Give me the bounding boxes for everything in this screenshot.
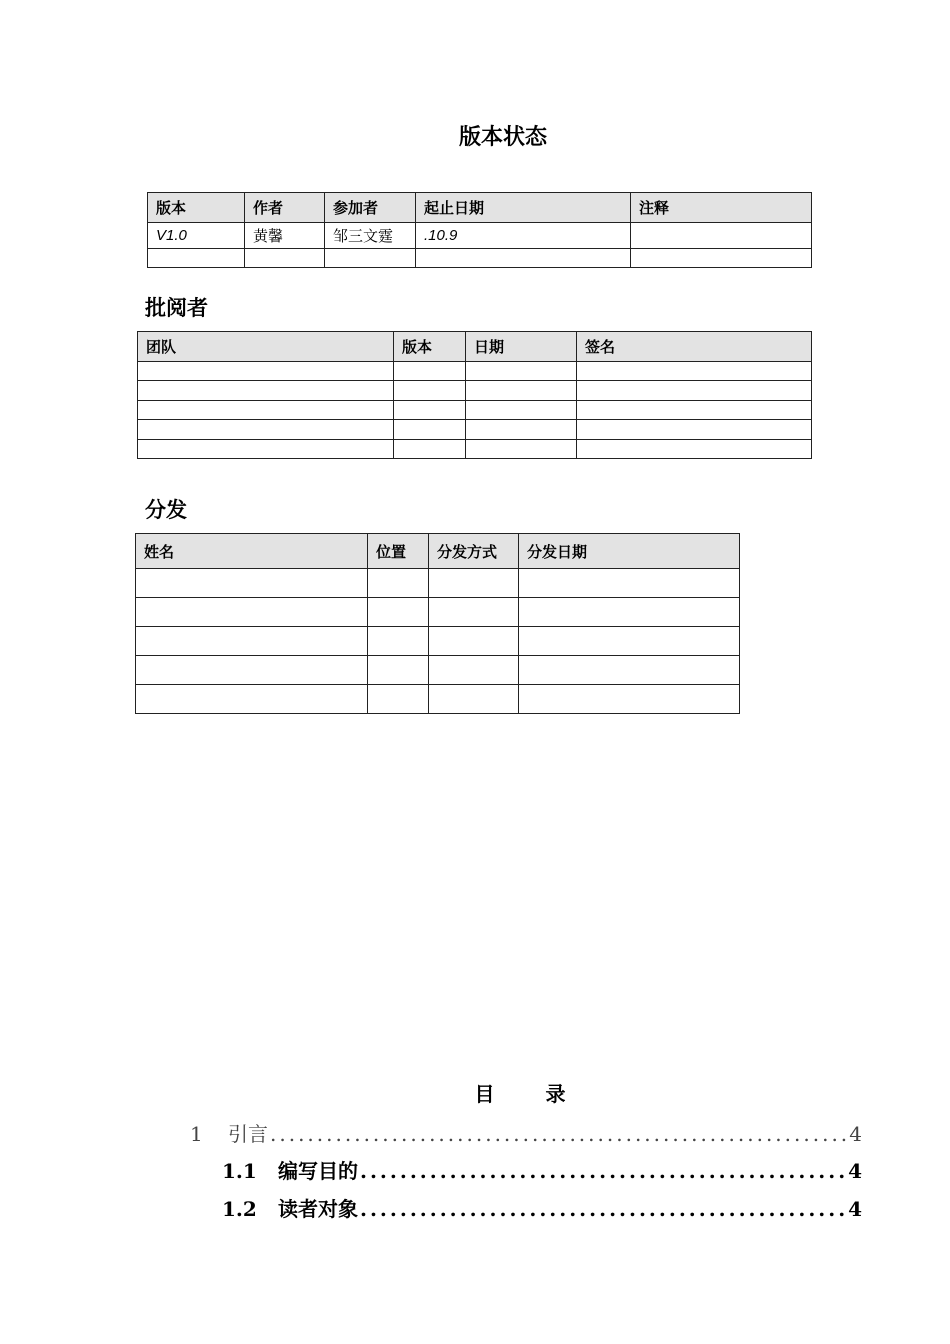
table-cell xyxy=(138,440,394,459)
table-row xyxy=(138,362,812,381)
table-cell xyxy=(138,401,394,420)
table-cell xyxy=(136,627,368,656)
toc-title: 目 录 xyxy=(474,1082,588,1106)
distribution-table xyxy=(135,533,740,714)
distribution-heading: 分发 xyxy=(145,498,187,522)
column-header: 作者 xyxy=(245,193,325,223)
toc-entry-page: 4 xyxy=(848,1159,862,1183)
table-cell xyxy=(416,249,631,268)
table-cell xyxy=(519,627,740,656)
column-header: 版本 xyxy=(394,332,466,362)
table-cell: .10.9 xyxy=(416,223,631,249)
toc-entry-label: 读者对象 xyxy=(278,1197,358,1221)
column-header: 注释 xyxy=(631,193,812,223)
toc-entry-label: 引言 xyxy=(228,1122,268,1146)
column-header: 姓名 xyxy=(136,534,368,569)
column-header: 版本 xyxy=(148,193,245,223)
table-cell xyxy=(429,627,519,656)
table-cell xyxy=(368,569,429,598)
table-row xyxy=(136,656,740,685)
toc-entry-page: 4 xyxy=(849,1122,862,1146)
toc-entry-number: 1.1 xyxy=(222,1159,257,1183)
table-header-row xyxy=(136,534,740,569)
table-cell xyxy=(368,627,429,656)
table-cell xyxy=(466,440,577,459)
table-row xyxy=(148,249,812,268)
column-header: 团队 xyxy=(138,332,394,362)
table-cell xyxy=(368,598,429,627)
toc-leader-dots xyxy=(360,1159,846,1183)
table-cell xyxy=(577,440,812,459)
table-cell: 黄馨 xyxy=(245,223,325,249)
toc-entry-number: 1.2 xyxy=(222,1197,257,1221)
table-cell: 邹三文霆 xyxy=(325,223,416,249)
table-header-row xyxy=(138,332,812,362)
column-header: 日期 xyxy=(466,332,577,362)
column-header: 起止日期 xyxy=(416,193,631,223)
column-header: 分发日期 xyxy=(519,534,740,569)
table-header-row xyxy=(148,193,812,223)
toc-entry-page: 4 xyxy=(848,1197,862,1221)
table-cell xyxy=(394,401,466,420)
reviewers-heading: 批阅者 xyxy=(145,296,208,320)
table-cell xyxy=(429,569,519,598)
table-row xyxy=(136,598,740,627)
table-cell xyxy=(577,420,812,440)
toc-entry[interactable] xyxy=(222,1193,862,1222)
table-cell xyxy=(519,598,740,627)
table-cell xyxy=(519,656,740,685)
table-cell xyxy=(394,420,466,440)
table-cell xyxy=(429,656,519,685)
table-cell xyxy=(136,656,368,685)
table-row xyxy=(138,440,812,459)
table-cell xyxy=(136,685,368,714)
reviewers-table xyxy=(137,331,812,459)
column-header: 位置 xyxy=(368,534,429,569)
column-header: 参加者 xyxy=(325,193,416,223)
toc-entry-label: 编写目的 xyxy=(278,1159,358,1183)
table-row xyxy=(148,223,812,249)
table-cell xyxy=(631,249,812,268)
table-cell xyxy=(394,362,466,381)
table-cell xyxy=(136,598,368,627)
table-row xyxy=(138,401,812,420)
table-cell xyxy=(577,362,812,381)
table-cell xyxy=(466,420,577,440)
table-cell xyxy=(466,401,577,420)
toc-entry-number: 1 xyxy=(190,1122,203,1146)
toc-leader-dots xyxy=(270,1122,847,1146)
table-row xyxy=(138,420,812,440)
table-cell xyxy=(466,381,577,401)
version-table xyxy=(147,192,812,268)
table-row xyxy=(138,381,812,401)
table-cell xyxy=(429,598,519,627)
table-cell xyxy=(368,685,429,714)
table-cell xyxy=(245,249,325,268)
table-row xyxy=(136,627,740,656)
table-cell xyxy=(394,440,466,459)
toc-leader-dots xyxy=(360,1197,846,1221)
page-title: 版本状态 xyxy=(458,125,547,150)
toc-entry[interactable] xyxy=(222,1155,862,1184)
table-cell xyxy=(148,249,245,268)
table-cell: V1.0 xyxy=(148,223,245,249)
table-cell xyxy=(136,569,368,598)
table-row xyxy=(136,569,740,598)
table-cell xyxy=(577,401,812,420)
table-cell xyxy=(368,656,429,685)
table-cell xyxy=(394,381,466,401)
table-cell xyxy=(325,249,416,268)
table-cell xyxy=(519,569,740,598)
table-cell xyxy=(519,685,740,714)
toc-entry[interactable] xyxy=(190,1118,862,1147)
table-cell xyxy=(466,362,577,381)
column-header: 分发方式 xyxy=(429,534,519,569)
table-cell xyxy=(138,420,394,440)
table-cell xyxy=(138,381,394,401)
column-header: 签名 xyxy=(577,332,812,362)
table-row xyxy=(136,685,740,714)
table-cell xyxy=(138,362,394,381)
table-cell xyxy=(577,381,812,401)
table-cell xyxy=(631,223,812,249)
table-cell xyxy=(429,685,519,714)
